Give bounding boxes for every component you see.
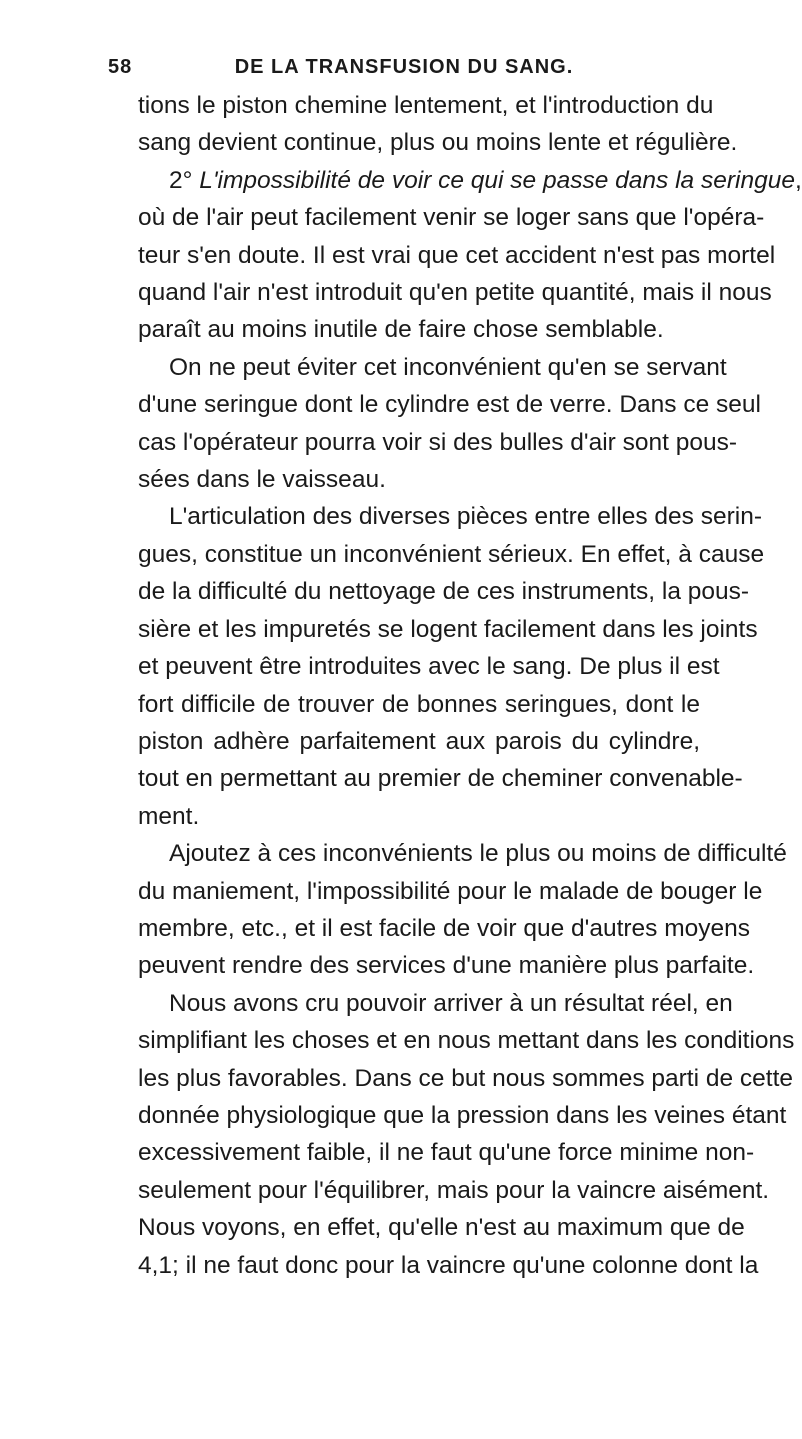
text-line: paraît au moins inutile de faire chose semblable.: [138, 316, 664, 344]
text-line: donnée physiologique que la pression dans les veines étant: [138, 1101, 787, 1129]
text-line: ment.: [138, 802, 200, 830]
text-line: gues, constitue un inconvénient sérieux. En effet, à cause: [138, 540, 765, 568]
text-line: fort difficile de trouver de bonnes seringues, dont le: [138, 690, 700, 718]
text-line: Nous avons cru pouvoir arriver à un résultat réel, en: [169, 989, 733, 1017]
text-line: cas l'opérateur pourra voir si des bulles d'air sont pous-: [138, 428, 738, 456]
text-line: et peuvent être introduites avec le sang. De plus il est: [138, 653, 720, 681]
text-line: piston adhère parfaitement aux parois du cylindre,: [138, 727, 700, 755]
page-number: 58: [108, 56, 133, 78]
text-line: sière et les impuretés se logent facilement dans les joints: [138, 615, 758, 643]
text-line: sang devient continue, plus ou moins lente et régulière.: [138, 129, 738, 157]
text-line: On ne peut éviter cet inconvénient qu'en se servant: [169, 353, 727, 381]
text-line: tout en permettant au premier de cheminer convenable-: [138, 765, 743, 793]
text-line: quand l'air n'est introduit qu'en petite quantité, mais il nous: [138, 279, 772, 307]
italic-heading: L'impossibilité de voir ce qui se passe dans la seringue: [199, 166, 795, 194]
running-title: DE LA TRANSFUSION DU SANG.: [234, 56, 574, 78]
text-line: Nous voyons, en effet, qu'elle n'est au maximum que de: [138, 1214, 745, 1242]
text-line: Ajoutez à ces inconvénients le plus ou moins de difficulté: [169, 840, 787, 868]
text-line: membre, etc., et il est facile de voir que d'autres moyens: [138, 914, 751, 942]
text-line-prefix: 2°: [169, 166, 200, 194]
text-line: de la difficulté du nettoyage de ces instruments, la pous-: [138, 578, 750, 606]
text-line: 4,1; il ne faut donc pour la vaincre qu'une colonne dont la: [138, 1251, 759, 1279]
text-line: d'une seringue dont le cylindre est de verre. Dans ce seul: [138, 391, 761, 419]
text-line: teur s'en doute. Il est vrai que cet accident n'est pas mortel: [138, 241, 776, 269]
text-line: simplifiant les choses et en nous mettant dans les conditions: [138, 1027, 795, 1055]
text-line: du maniement, l'impossibilité pour le malade de bouger le: [138, 877, 763, 905]
text-line: excessivement faible, il ne faut qu'une force minime non-: [138, 1139, 755, 1167]
body-text: [138, 87, 802, 1284]
text-line: [138, 162, 802, 199]
text-line: L'articulation des diverses pièces entre elles des serin-: [169, 503, 762, 531]
text-line: tions le piston chemine lentement, et l'introduction du: [138, 92, 714, 119]
text-line: seulement pour l'équilibrer, mais pour la vaincre aisément.: [138, 1176, 770, 1204]
text-line: sées dans le vaisseau.: [138, 466, 386, 494]
text-line: peuvent rendre des services d'une manière plus parfaite.: [138, 952, 755, 980]
page-header: [108, 48, 700, 84]
text-line-suffix: ,: [794, 166, 802, 194]
text-line: les plus favorables. Dans ce but nous sommes parti de cette: [138, 1064, 794, 1092]
text-line: où de l'air peut facilement venir se loger sans que l'opéra-: [138, 204, 765, 232]
